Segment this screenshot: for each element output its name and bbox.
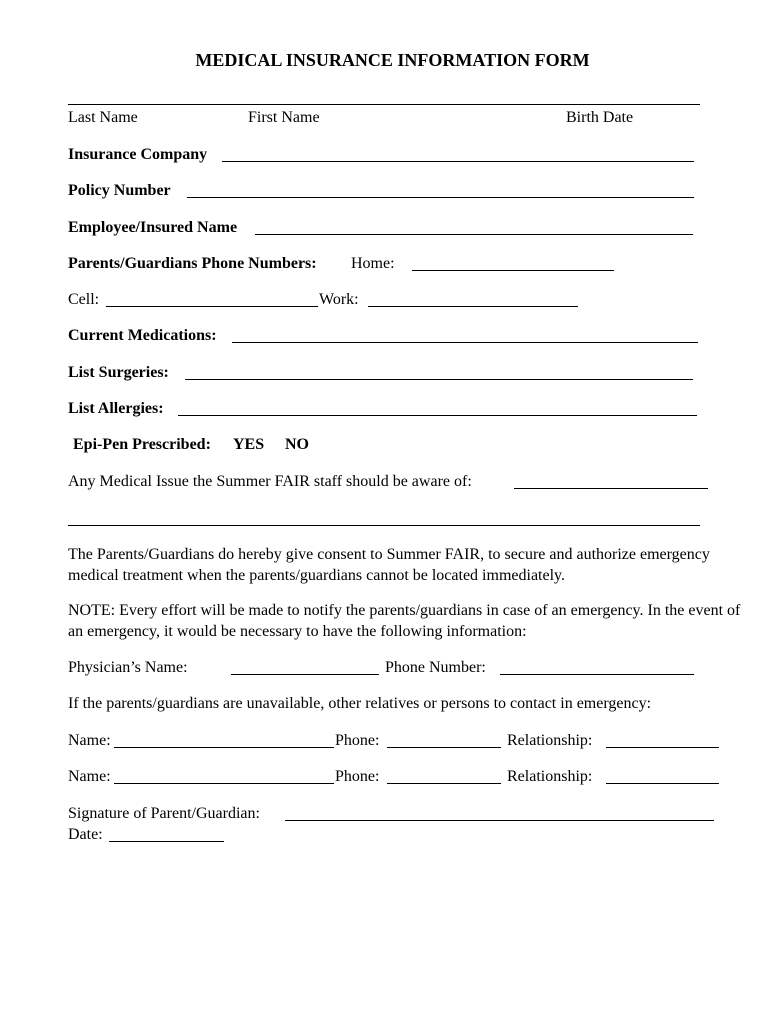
physician-phone-field[interactable] (500, 674, 694, 675)
contacts-intro: If the parents/guardians are unavailable, other relatives or persons to contact in emergency: (68, 695, 652, 712)
note-text: NOTE: Every effort will be made to notify the parents/guardians in case of an emergency. In the event of an emergency, it would be necessary to have the following information: (68, 602, 741, 640)
employee-insured-name-field[interactable] (255, 234, 693, 235)
cell-phone-field[interactable] (106, 306, 318, 307)
insurance-company-field[interactable] (222, 161, 694, 162)
first-name-label: First Name (248, 109, 320, 126)
parents-phone-label: Parents/Guardians Phone Numbers: (68, 255, 317, 272)
list-allergies-label: List Allergies: (68, 400, 164, 417)
policy-number-field[interactable] (187, 197, 694, 198)
date-field[interactable] (109, 841, 224, 842)
epipen-label: Epi-Pen Prescribed: (73, 436, 211, 453)
page-title: MEDICAL INSURANCE INFORMATION FORM (195, 50, 590, 70)
home-phone-field[interactable] (412, 270, 614, 271)
contact-relationship-label: Relationship: (507, 732, 593, 749)
list-surgeries-field[interactable] (185, 379, 693, 380)
last-name-label: Last Name (68, 109, 138, 126)
employee-insured-name-label: Employee/Insured Name (68, 219, 238, 236)
contact-relationship-field[interactable] (606, 747, 719, 748)
physician-name-field[interactable] (231, 674, 379, 675)
work-label: Work: (319, 291, 359, 308)
current-medications-field[interactable] (232, 342, 698, 343)
date-label: Date: (68, 826, 103, 843)
list-surgeries-label: List Surgeries: (68, 364, 169, 381)
contact-name-field[interactable] (114, 747, 334, 748)
contact-phone-field[interactable] (387, 747, 501, 748)
contact-relationship-label: Relationship: (507, 768, 593, 785)
medical-issue-field-line2[interactable] (68, 525, 700, 526)
insurance-company-label: Insurance Company (68, 146, 208, 163)
birth-date-label: Birth Date (566, 109, 634, 126)
contact-relationship-field[interactable] (606, 783, 719, 784)
policy-number-label: Policy Number (68, 182, 171, 199)
signature-label: Signature of Parent/Guardian: (68, 805, 260, 822)
physician-phone-label: Phone Number: (385, 659, 486, 676)
epipen-yes-option[interactable]: YES (233, 436, 265, 453)
contact-name-label: Name: (68, 768, 111, 785)
contact-name-label: Name: (68, 732, 111, 749)
work-phone-field[interactable] (368, 306, 578, 307)
consent-text: The Parents/Guardians do hereby give consent to Summer FAIR, to secure and authorize emergency medical treatment when the parents/guardians cannot be located immediately. (68, 546, 710, 584)
medical-issue-field[interactable] (514, 488, 708, 489)
contact-phone-field[interactable] (387, 783, 501, 784)
signature-field[interactable] (285, 820, 714, 821)
cell-label: Cell: (68, 291, 100, 308)
contact-name-field[interactable] (114, 783, 334, 784)
epipen-no-option[interactable]: NO (285, 436, 309, 453)
home-label: Home: (351, 255, 395, 272)
medical-issue-label: Any Medical Issue the Summer FAIR staff should be aware of: (68, 473, 472, 490)
list-allergies-field[interactable] (178, 415, 697, 416)
current-medications-label: Current Medications: (68, 327, 217, 344)
contact-phone-label: Phone: (335, 768, 380, 785)
name-line[interactable] (68, 104, 700, 105)
physician-name-label: Physician’s Name: (68, 659, 188, 676)
contact-phone-label: Phone: (335, 732, 380, 749)
